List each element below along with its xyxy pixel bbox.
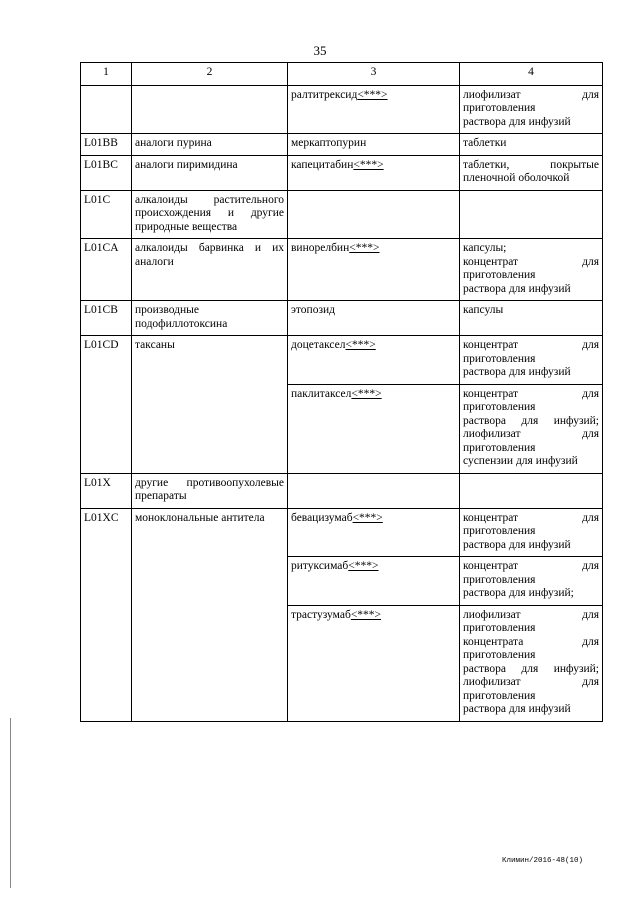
atc-code-cell: L01C [81, 190, 132, 239]
drug-table-body [81, 63, 603, 722]
dosage-form-cell [460, 605, 603, 721]
column-header-2: 2 [132, 63, 288, 86]
footnote-link[interactable]: <***> [352, 511, 383, 524]
drug-name: капецитабин [291, 158, 354, 171]
dosage-form-line: пленочной оболочкой [463, 172, 570, 184]
atc-code-cell: L01BB [81, 134, 132, 156]
group-name-cell [132, 85, 288, 134]
dosage-form-cell [460, 384, 603, 473]
scan-edge-line [10, 718, 11, 888]
table-row [81, 301, 603, 336]
group-name-cell: алкалоиды барвинка и их аналоги [132, 239, 288, 301]
footnote-link[interactable]: <***> [357, 88, 388, 101]
table-row [81, 336, 603, 385]
footnote-link[interactable]: <***> [350, 608, 382, 621]
atc-code-cell: L01BC [81, 155, 132, 190]
dosage-form-line: лиофилизат для [463, 428, 599, 440]
drug-name-cell [288, 508, 460, 557]
dosage-form-line: лиофилизат для [463, 676, 599, 688]
dosage-form-line: приготовления [463, 525, 536, 537]
atc-code-cell: L01X [81, 473, 132, 508]
dosage-form-line: капсулы [463, 304, 504, 316]
group-name-cell: аналоги пиримидина [132, 155, 288, 190]
dosage-form-line: концентрат для [463, 387, 599, 400]
column-header-3: 3 [288, 63, 460, 86]
drug-name-cell [288, 473, 460, 508]
dosage-form-cell [460, 508, 603, 557]
table-row [81, 190, 603, 239]
drug-name: доцетаксел [291, 339, 346, 351]
dosage-form-line: раствора для инфузий; [463, 662, 599, 675]
atc-code-cell: L01CD [81, 336, 132, 474]
dosage-form-line: таблетки, покрытые [463, 158, 599, 171]
drug-name-cell [288, 134, 460, 156]
atc-code-cell: L01CB [81, 301, 132, 336]
dosage-form-line: приготовления [463, 689, 536, 702]
atc-code-cell [81, 85, 132, 134]
footer-document-code: Климин/2016-48(10) [501, 857, 583, 865]
dosage-form-line: приготовления [463, 573, 536, 586]
dosage-form-cell [460, 336, 603, 385]
dosage-form-cell [460, 155, 603, 190]
table-row [81, 473, 603, 508]
drug-name: бевацизумаб [291, 511, 353, 524]
drug-name: ралтитрексид [291, 88, 358, 101]
drug-name-cell [288, 85, 460, 134]
atc-code-cell: L01XC [81, 508, 132, 721]
group-name-cell: производные подофиллотоксина [132, 301, 288, 336]
group-name-cell: моноклональные антитела [132, 508, 288, 721]
dosage-form-line: приготовления [463, 352, 536, 365]
dosage-form-line: концентрат для [463, 511, 599, 524]
dosage-form-cell [460, 134, 603, 156]
dosage-form-cell [460, 239, 603, 301]
dosage-form-line: лиофилизат для [463, 88, 599, 101]
table-header-row [81, 63, 603, 86]
dosage-form-line: приготовления [463, 401, 536, 413]
dosage-form-line: приготовления [463, 441, 536, 454]
dosage-form-line: раствора для инфузий [463, 282, 571, 295]
drug-name-cell [288, 384, 460, 473]
drug-name-cell [288, 190, 460, 239]
drug-name: ритуксимаб [291, 560, 349, 572]
dosage-form-line: раствора для инфузий [463, 366, 571, 378]
dosage-form-line: концентрата для [463, 635, 599, 648]
table-row [81, 85, 603, 134]
drug-name-cell [288, 336, 460, 385]
footnote-link[interactable]: <***> [353, 158, 384, 171]
dosage-form-line: раствора для инфузий [463, 538, 571, 551]
drug-table [80, 62, 603, 722]
drug-name: меркаптопурин [291, 137, 367, 149]
dosage-form-line: приготовления [463, 649, 536, 661]
dosage-form-line: раствора для инфузий; [463, 414, 599, 427]
dosage-form-line: приготовления [463, 269, 536, 281]
dosage-form-line: приготовления [463, 622, 536, 634]
dosage-form-line: капсулы; [463, 242, 507, 254]
group-name-cell: алкалоиды растительного происхождения и другие природные вещества [132, 190, 288, 239]
dosage-form-line: лиофилизат для [463, 608, 599, 621]
drug-name-cell [288, 557, 460, 606]
page-number: 35 [313, 43, 327, 58]
drug-name-cell [288, 239, 460, 301]
dosage-form-line: концентрат для [463, 339, 599, 351]
table-row [81, 134, 603, 156]
dosage-form-line: концентрат для [463, 255, 599, 268]
dosage-form-line: приготовления [463, 102, 536, 114]
dosage-form-line: раствора для инфузий [463, 703, 571, 715]
footnote-link[interactable]: <***> [345, 339, 376, 351]
drug-name: паклитаксел [291, 387, 352, 400]
column-header-4: 4 [460, 63, 603, 86]
drug-name-cell [288, 301, 460, 336]
dosage-form-line: раствора для инфузий [463, 115, 571, 128]
dosage-form-line: концентрат для [463, 560, 599, 572]
dosage-form-cell [460, 190, 603, 239]
footnote-link[interactable]: <***> [349, 242, 380, 254]
footnote-link[interactable]: <***> [348, 560, 379, 572]
drug-name: винорелбин [291, 242, 350, 254]
drug-name-cell [288, 605, 460, 721]
group-name-cell: аналоги пурина [132, 134, 288, 156]
drug-name-cell [288, 155, 460, 190]
table-row [81, 508, 603, 557]
table-row [81, 239, 603, 301]
dosage-form-cell [460, 557, 603, 606]
group-name-cell: другие противоопухолевые препараты [132, 473, 288, 508]
dosage-form-line: раствора для инфузий; [463, 587, 574, 599]
dosage-form-line: суспензии для инфузий [463, 455, 578, 467]
column-header-1: 1 [81, 63, 132, 86]
drug-name: этопозид [291, 304, 336, 316]
dosage-form-cell [460, 301, 603, 336]
group-name-cell: таксаны [132, 336, 288, 474]
footnote-link[interactable]: <***> [351, 387, 382, 400]
dosage-form-line: таблетки [463, 137, 507, 149]
atc-code-cell: L01CA [81, 239, 132, 301]
table-row [81, 155, 603, 190]
dosage-form-cell [460, 85, 603, 134]
dosage-form-cell [460, 473, 603, 508]
drug-name: трастузумаб [291, 608, 351, 621]
